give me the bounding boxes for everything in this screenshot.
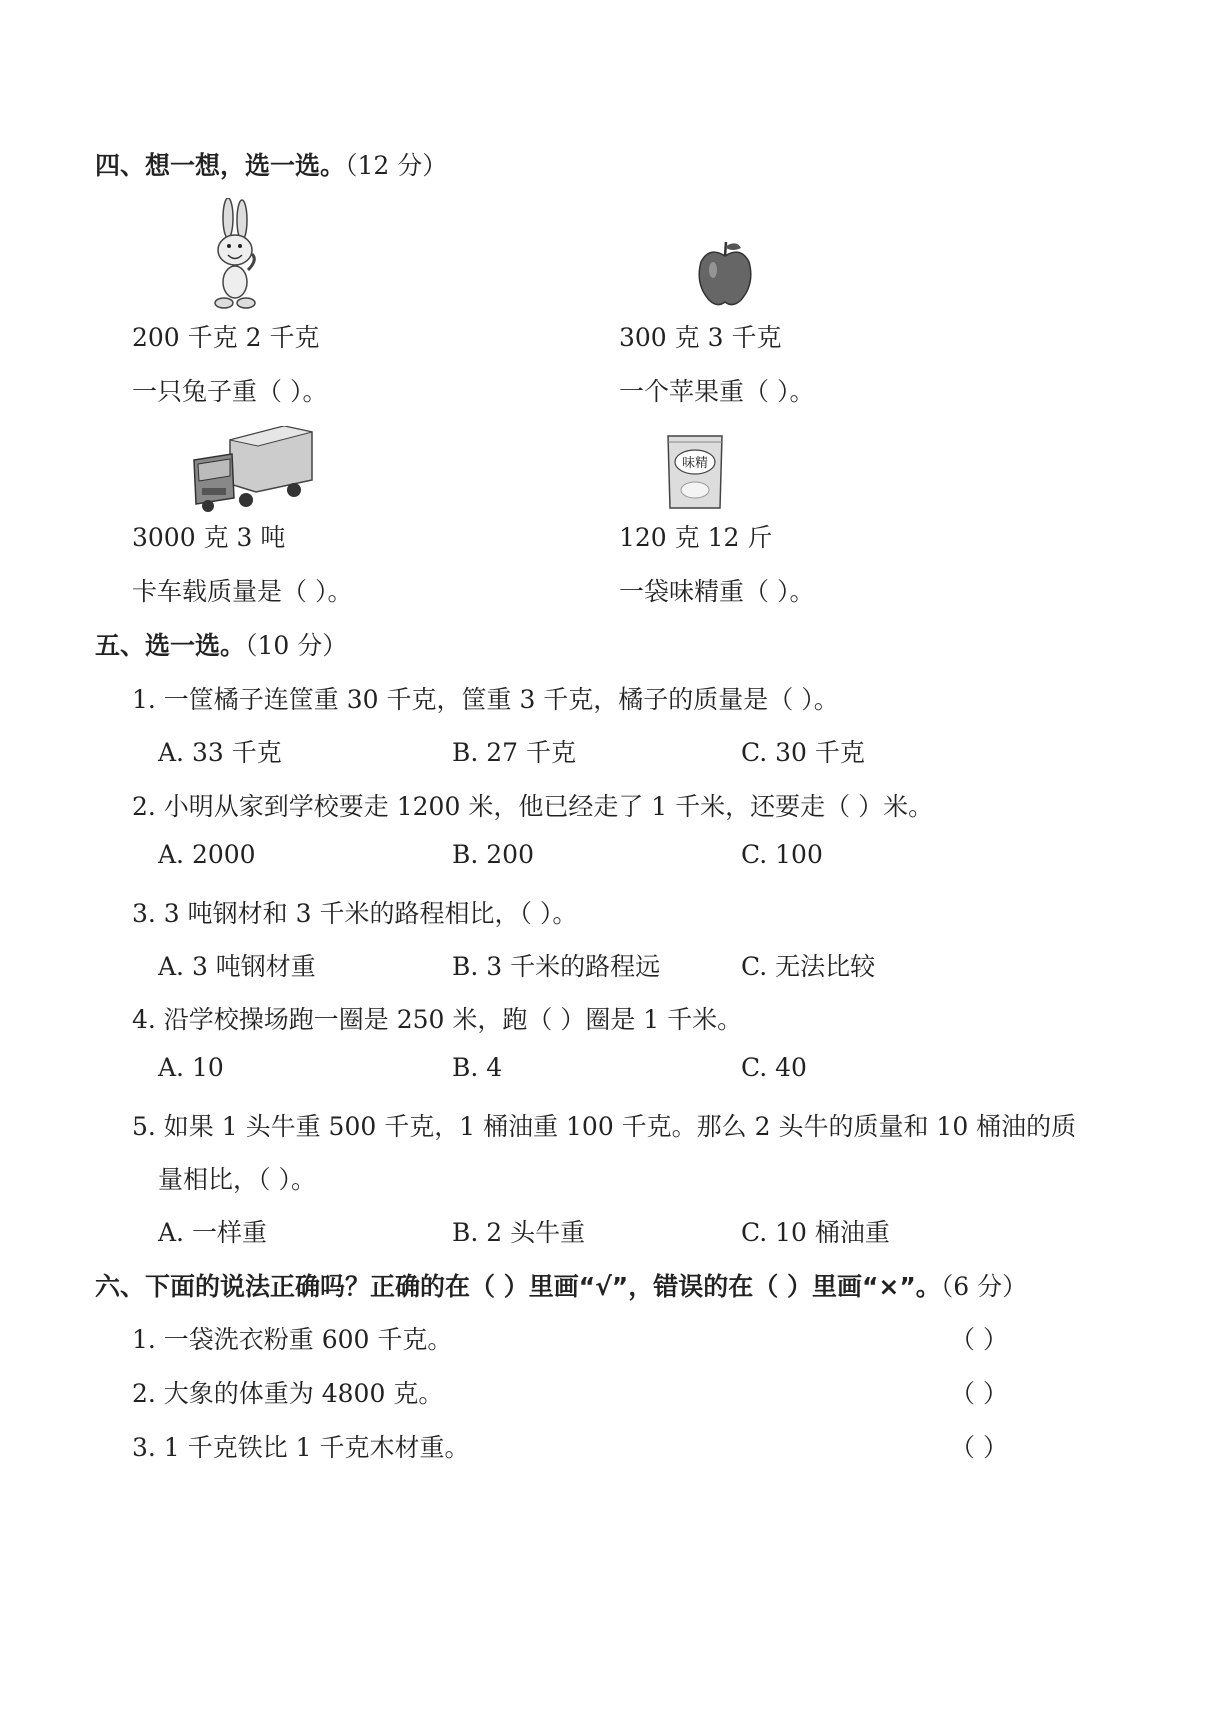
statement-1: 1. 一袋洗衣粉重 600 千克。 (132, 1325, 453, 1354)
msg-bag-icon (664, 432, 726, 512)
apple-question: 一个苹果重（ ）。 (619, 377, 815, 406)
q3-stem: 3. 3 吨钢材和 3 千米的路程相比，（ ）。 (132, 899, 578, 928)
q4-stem: 4. 沿学校操场跑一圈是 250 米，跑（ ）圈是 1 千米。 (132, 1005, 743, 1034)
apple-options: 300 克 3 千克 (619, 323, 782, 352)
bag-label: 味精 (681, 456, 709, 471)
q1-option-a: A. 33 千克 (158, 738, 282, 767)
section5-title: 五、选一选。 (95, 631, 246, 660)
q1-option-c: C. 30 千克 (741, 738, 865, 767)
q2-stem: 2. 小明从家到学校要走 1200 米，他已经走了 1 千米，还要走（ ）米。 (132, 792, 934, 821)
section4-points: （12 分） (345, 151, 448, 180)
q5-option-a: A. 一样重 (158, 1218, 267, 1247)
answer-blank-3[interactable]: （ ） (950, 1433, 1008, 1462)
q4-option-c: C. 40 (741, 1053, 807, 1082)
truck-question: 卡车载质量是（ ）。 (132, 577, 353, 606)
msg-question: 一袋味精重（ ）。 (619, 577, 815, 606)
statement-3: 3. 1 千克铁比 1 千克木材重。 (132, 1433, 470, 1462)
q1-stem: 1. 一筐橘子连筐重 30 千克，筐重 3 千克，橘子的质量是（ ）。 (132, 685, 839, 714)
q5-stem-continued: 量相比，（ ）。 (158, 1165, 316, 1194)
section4-title: 四、想一想，选一选。 (95, 151, 346, 180)
q1-option-b: B. 27 千克 (452, 738, 577, 767)
section4-heading (95, 146, 447, 182)
msg-options: 120 克 12 斤 (619, 523, 773, 552)
section5-points: （10 分） (245, 631, 348, 660)
q2-option-c: C. 100 (741, 840, 823, 869)
truck-options: 3000 克 3 吨 (132, 523, 286, 552)
q5-option-b: B. 2 头牛重 (452, 1218, 586, 1247)
answer-blank-2[interactable]: （ ） (950, 1379, 1008, 1408)
section6-title: 六、下面的说法正确吗？正确的在（ ）里画“√”，错误的在（ ）里画“×”。 (95, 1272, 941, 1301)
section6-heading (95, 1267, 1027, 1303)
q4-option-b: B. 4 (452, 1053, 503, 1082)
section5-heading (95, 626, 347, 662)
q2-option-b: B. 200 (452, 840, 534, 869)
rabbit-question: 一只兔子重（ ）。 (132, 377, 328, 406)
q2-option-a: A. 2000 (158, 840, 256, 869)
q3-option-a: A. 3 吨钢材重 (158, 952, 316, 981)
statement-2: 2. 大象的体重为 4800 克。 (132, 1379, 444, 1408)
answer-blank-1[interactable]: （ ） (950, 1325, 1008, 1354)
rabbit-options: 200 千克 2 千克 (132, 323, 320, 352)
q3-option-b: B. 3 千米的路程远 (452, 952, 661, 981)
section6-points: （6 分） (940, 1272, 1028, 1301)
q3-option-c: C. 无法比较 (741, 952, 876, 981)
q5-option-c: C. 10 桶油重 (741, 1218, 890, 1247)
q5-stem: 5. 如果 1 头牛重 500 千克，1 桶油重 100 千克。那么 2 头牛的质量和 10 桶油的质 (132, 1112, 1077, 1141)
apple-icon (695, 238, 755, 308)
q4-option-a: A. 10 (158, 1053, 224, 1082)
truck-icon (190, 426, 314, 512)
rabbit-icon (208, 198, 264, 314)
